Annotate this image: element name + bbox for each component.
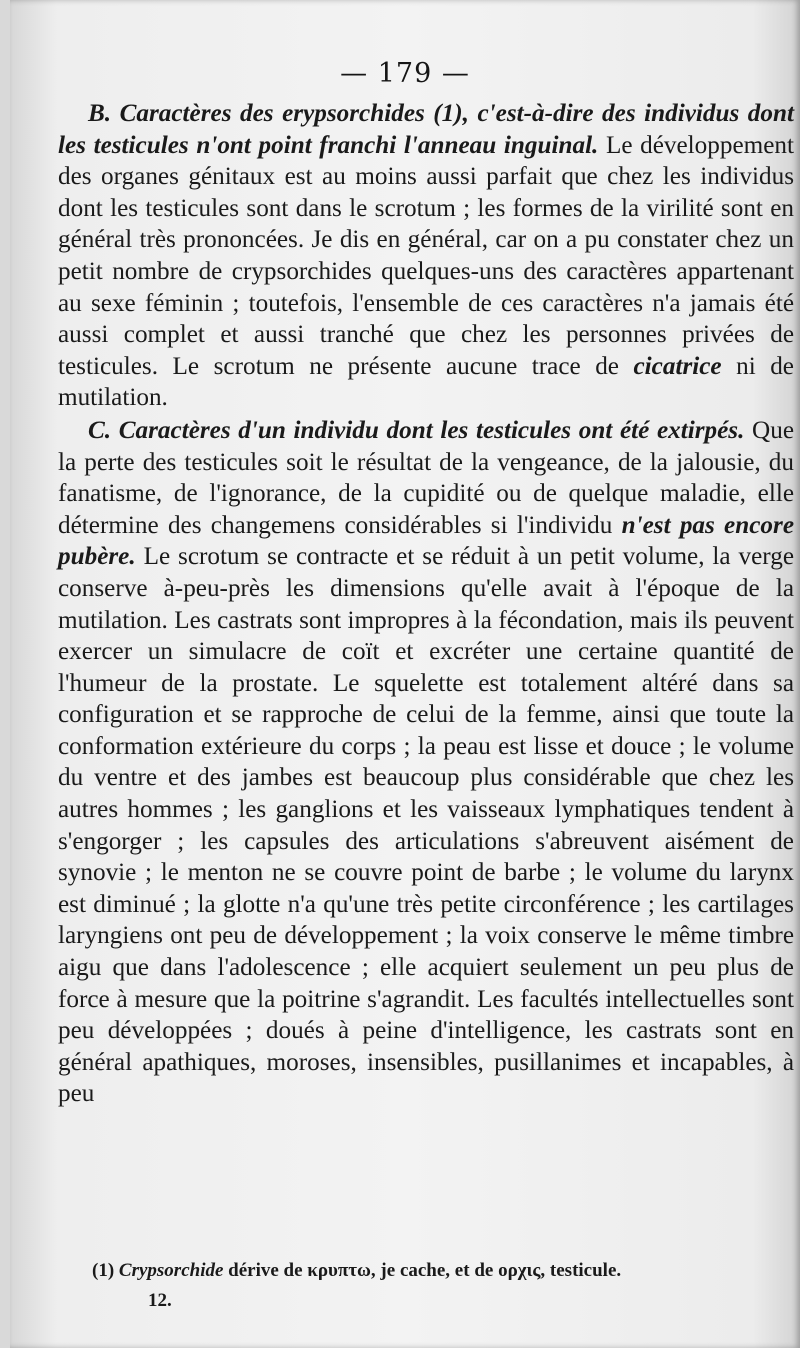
section-heading-c: C. Caractères d'un individu dont les testicules ont été extirpés. [88,416,745,444]
footnote-marker: (1) [92,1260,115,1281]
book-page [10,0,800,1348]
paragraph-b-text: Le développement des organes génitaux est au moins aussi parfait que chez les individus dont les testicules sont dans le scrotum ; les formes de la virilité sont en général très prononcées. Je dis en général, car on a pu constater chez un petit nombre de crypsorchides quelques-uns des caractères appartenant au sexe féminin ; toutefois, l'ensemble de ces caractères n'a jamais été aussi complet et aussi tranché que chez les personnes privées de testicules. Le scrotum ne présente aucune trace de [58,131,794,380]
section-heading-b: B. Caractères des erypsorchides (1), c'est-à-dire des individus dont les testicules n'ont point franchi l'anneau inguinal. [58,100,794,159]
paragraph-c [58,415,794,1110]
body-text [58,98,794,1110]
paragraph-b [58,98,794,414]
paragraph-c-text-2: Le scrotum se contracte et se réduit à un petit volume, la verge conserve à-peu-près les dimensions qu'elle avait à l'époque de la mutilation. Les castrats sont impropres à la fécondation, mais ils peuvent exercer un simulacre de coït et excréter une certaine quantité de l'humeur de la prostate. Le squelette est totalement altéré dans sa configuration et se rapproche de celui de la femme, ainsi que toute la conformation extérieure du corps ; la peau est lisse et douce ; le volume du ventre et des jambes est beaucoup plus considérable que chez les autres hommes ; les ganglions et les vaisseaux lymphatiques tendent à s'engorger ; les capsules des articulations s'abreuvent aisément de synovie ; le menton ne se couvre point de barbe ; le volume du larynx est diminué ; la glotte n'a qu'une très petite circonférence ; les cartilages laryngiens ont peu de développement ; la voix conserve le même timbre aigu que dans l'adolescence ; elle acquiert seulement un peu plus de force à mesure que la poitrine s'agrandit. Les facultés intellectuelles sont peu développées ; doués à peine d'intelligence, les castrats sont en général apathiques, moroses, insensibles, pusillanimes et incapables, à peu [58,543,794,1108]
paragraph-c-italic: n'est pas encore pubère. [58,511,794,571]
footnote-text: dérive de κρυπτω, je cache, et de ορχις, testicule. [223,1260,622,1281]
signature-mark: 12. [148,1290,172,1311]
paragraph-c-text-1: Que la perte des testicules soit le résultat de la vengeance, de la jalousie, du fanatisme, de l'ignorance, de la cupidité ou de quelque maladie, elle détermine des changemens considérables si l'individu [58,416,794,539]
footnote-term: Crypsorchide [118,1260,224,1281]
footnote [92,1260,782,1282]
page-number: — 179 — [340,58,470,89]
paragraph-b-italic: cicatrice [633,352,722,380]
paragraph-b-end: ni de mutilation. [58,352,794,412]
